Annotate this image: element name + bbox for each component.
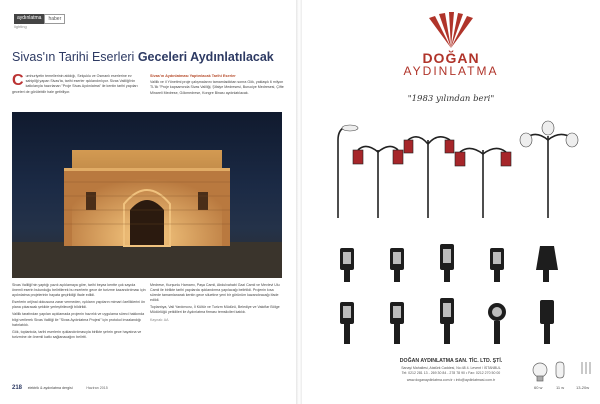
monument-night-photo — [12, 112, 282, 278]
monument-illustration — [12, 112, 282, 278]
watt-label-2: 11 w — [556, 385, 565, 390]
company-name: DOĞAN AYDINLATMA SAN. TİC. LTD. ŞTİ. — [399, 358, 503, 364]
body-column-2 — [150, 283, 284, 323]
section-tags — [14, 14, 65, 24]
side-column — [150, 74, 284, 96]
watt-label-3: 13-20w — [576, 385, 590, 390]
body-column-1 — [12, 283, 146, 342]
company-website: www.doganaydinlatma.com.tr • info@aydinlatmasi.com.tr — [406, 378, 496, 382]
phone-line: Tel: 0212 281 13 - 269 30 84 - 278 78 90 • Fax: 0212 270 50 00 — [401, 370, 501, 375]
byline: Kaynak: AA — [150, 317, 169, 322]
section-subtitle: lighting — [14, 24, 27, 29]
address-line: Sanayi Mahallesi, Atatürk Caddesi, No:48 4. Levent / İSTANBUL — [401, 366, 501, 370]
bulbs-icon — [528, 360, 598, 384]
paragraph: Sivas Valiliği'nin yaptığı yazılı açıklamaya göre, tarihi beyaz kentte çok sayıda önemli eserin bulunduğu belirtilerek bu eserlerin gece de turizme kazandırılması için aydınlatma projelerinin hayata geçirildiği ifade edildi. — [12, 283, 146, 298]
title-regular: Sivas'ın Tarihi Eserleri — [12, 50, 138, 64]
paragraph: Medrese, Kurşunlu Hamamı, Paşa Camii, Abdulvahabi Gazi Camii ve Mevlevi Ulu Camii ile birlikte tarihi yapılarda ışıklandırma yapılacağı belirtildi. Projenin kısa sürede tamamlanarak kentin gece siluetine yeni bir görünüm kazandıracağı ifade edildi. — [150, 283, 280, 303]
ad-slogan: "1983 yılından beri" — [407, 94, 495, 104]
magazine-name: elektrik & aydınlatma dergisi — [27, 386, 73, 390]
page-number: 218 — [12, 385, 23, 391]
paragraph: Valilik tarafından yapılan açıklamada projenin hazırlık ve uygulama süreci hakkında bilgi verilerek Sivas Valiliği ile "Sivas Aydınlatma Projesi" için protokol imzalandığı hatırlatıldı. — [12, 312, 145, 327]
article-title — [12, 50, 274, 64]
brand-subtitle: AYDINLATMA — [403, 64, 499, 78]
advertisement-page — [302, 0, 600, 404]
brand-name: DOĞAN — [422, 50, 480, 66]
article-page — [0, 0, 296, 404]
intro-text: umhuriyetin temellerinin atıldığı, Selçuklu ve Osmanlı eserlerine ev sahipliği yapan Sivas'ta, tarihi eserler ışıklandırılıyor. Sivas Valiliği'nin katkılarıyla hazırlanan "Proje Sivas Aydınlatma" ile kentin tarihi yapıları geceleri de görülebilir hale getiriliyor. — [12, 74, 138, 94]
section-tag: aydınlatma — [14, 14, 44, 24]
drop-cap: C — [12, 72, 24, 89]
article-intro — [12, 74, 142, 95]
issue-date: Haziran 2015 — [86, 386, 108, 390]
side-heading: Sivas'ın Aydınlatması Yaptırılacak Tarihi Eserler — [150, 74, 236, 78]
garden-lamps-illustration — [332, 232, 572, 350]
title-bold: Geceleri Aydınlatılacak — [137, 50, 274, 64]
page-footer — [12, 385, 108, 391]
street-lamps-illustration — [308, 110, 594, 220]
paragraph: Gök, toplantıda, tarihi eserlerin ışıklandırılmasıyla birlikte şehrin gece hayatına ve turizmine de önemli katkı sağlanacağını belirtti. — [12, 329, 142, 339]
brand-logo-icon — [421, 12, 481, 50]
section-tag-secondary: haber — [44, 14, 65, 24]
watt-label-1: 60 w — [534, 385, 543, 390]
side-text: Valilik ve il Yönetimi proje çalışmalarını tamamladıktan sonra Gök, yaklaşık 6 milyon TL'lik "Proje kapsamında Sivas Valiliği, Şifaiye Medresesi, Buruciye Medresesi, Çifte Minareli Medrese, Gökmedrese, Kongre Binası aydınlatılacak. — [150, 80, 284, 95]
paragraph: Eserlerin orijinal dokusuna zarar vermeden, ışıkların yapıların mimari özelliklerini ön plana çıkaracak şekilde yerleştirileceği bildirildi. — [12, 300, 146, 310]
paragraph: Toplantıya, Vali Yardımcısı, İl Kültür ve Turizm Müdürü, Belediye ve Vakıflar Bölge Müdürlüğü yetkilileri ile Aydınlatma firması temsilcileri katıldı. — [150, 305, 280, 315]
